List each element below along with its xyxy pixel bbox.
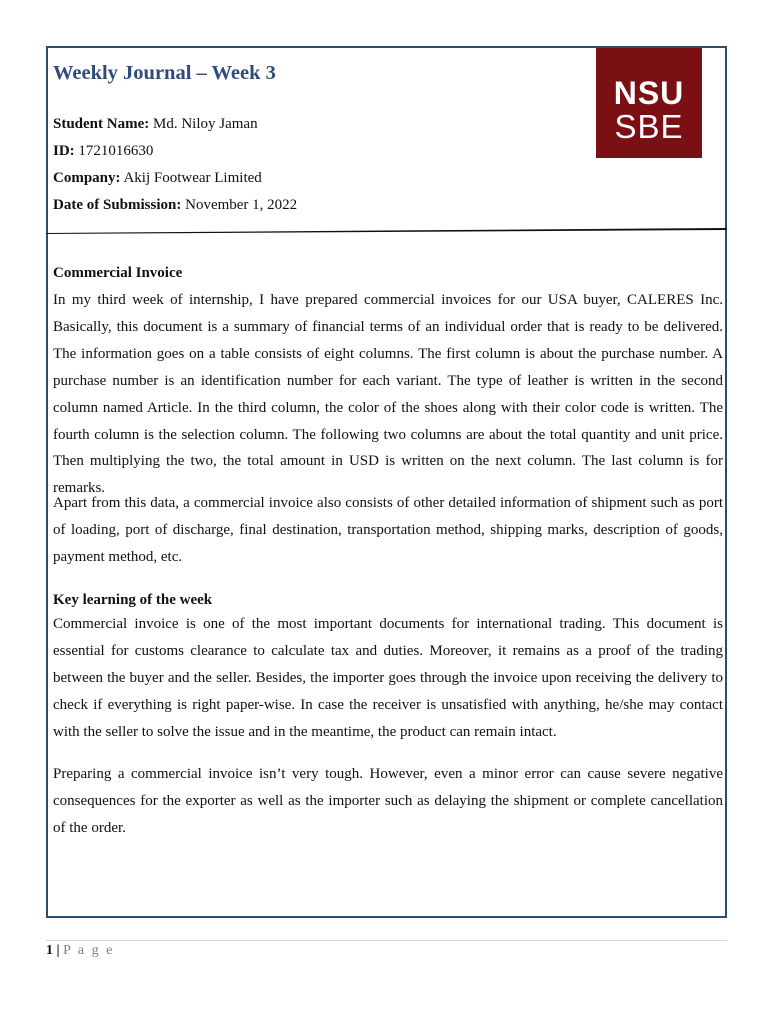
header-divider [46, 227, 727, 234]
footer-divider [46, 940, 727, 941]
company-label: Company: [53, 170, 121, 186]
company-line [53, 168, 262, 188]
student-id-line [53, 141, 153, 161]
company-value: Akij Footwear Limited [123, 170, 262, 186]
section-heading-key-learning: Key learning of the week [53, 592, 213, 608]
paragraph-commercial-invoice-1: In my third week of internship, I have prepared commercial invoices for our USA buyer, CALERES Inc. Basically, this document is a summary of financial terms of an individual order that is ready to be delivered. The information goes on a table consists of eight columns. The first column is about the purchase number. A purchase number is an identification number for each variant. The type of leather is written in the second column named Article. In the third column, the color of the shoes along with their color code is written. The fourth column is the selection column. The following two columns are about the total quantity and unit price. Then multiplying the two, the total amount in USD is written on the next column. The last column is for remarks. [53, 292, 723, 497]
page-footer [46, 942, 114, 960]
journal-title: Weekly Journal – Week 3 [53, 62, 276, 84]
paragraph-commercial-invoice-2: Apart from this data, a commercial invoice also consists of other detailed information of shipment such as port of loading, port of discharge, final destination, transportation method, shipping marks, description of goods, payment method, etc. [53, 495, 723, 565]
section-heading-commercial-invoice: Commercial Invoice [53, 265, 183, 281]
page-number: 1 [46, 943, 53, 958]
page-label: P a g e [63, 943, 115, 958]
logo-line-nsu: NSU [613, 75, 685, 111]
page-separator: | [56, 943, 60, 958]
student-name-line [53, 114, 258, 134]
student-id-label: ID: [53, 143, 75, 159]
paragraph-key-learning-2: Preparing a commercial invoice isn’t very tough. However, even a minor error can cause severe negative consequences for the exporter as well as the importer such as delaying the shipment or complete cancellation of the order. [53, 766, 723, 836]
submission-date-label: Date of Submission: [53, 197, 182, 213]
logo-line-sbe: SBE [614, 108, 684, 145]
student-id-value: 1721016630 [78, 143, 154, 159]
student-name-label: Student Name: [53, 116, 150, 132]
submission-date-line [53, 195, 297, 215]
student-name-value: Md. Niloy Jaman [153, 116, 258, 132]
paragraph-key-learning-1: Commercial invoice is one of the most important documents for international trading. This document is essential for customs clearance to calculate tax and duties. Moreover, it remains as a proof of the trading between the buyer and the seller. Besides, the importer goes through the invoice upon receiving the delivery to check if everything is right paper-wise. In case the receiver is unsatisfied with anything, he/she may contact with the seller to solve the issue and in the meantime, the product can remain intact. [53, 616, 723, 740]
submission-date-value: November 1, 2022 [185, 197, 298, 213]
nsu-sbe-logo [596, 48, 702, 158]
